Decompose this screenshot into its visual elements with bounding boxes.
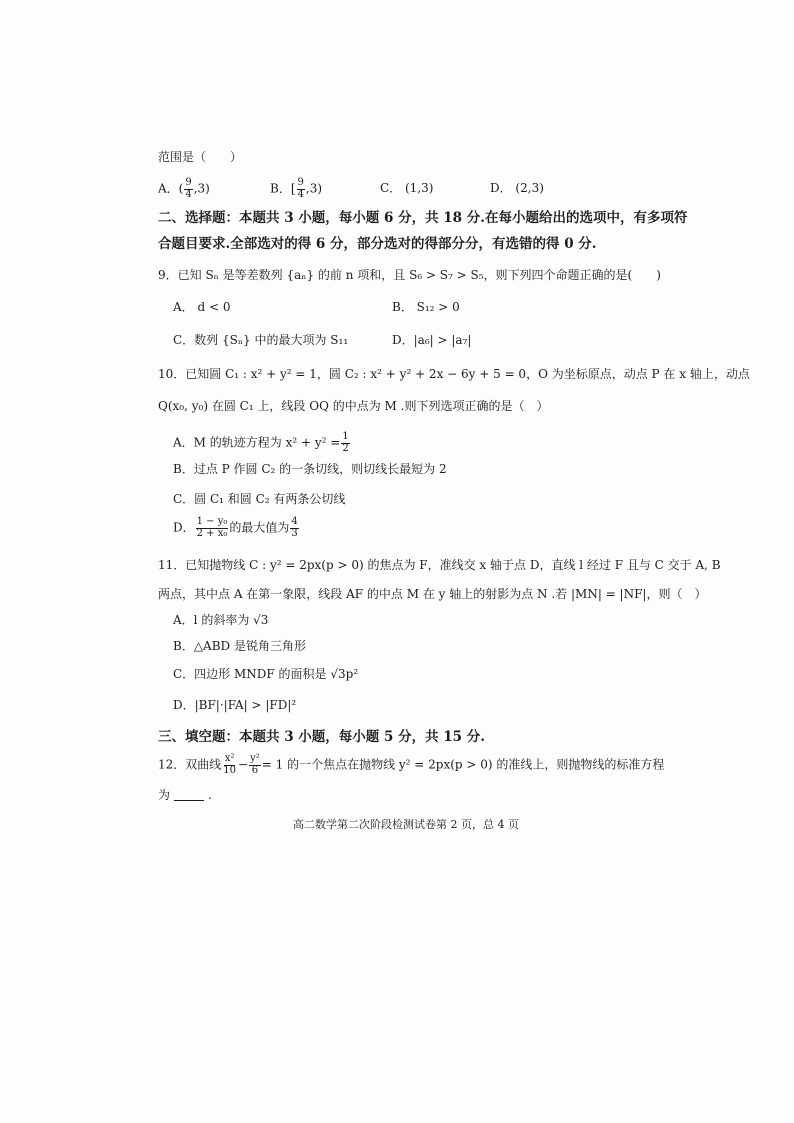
q11-stem-line1: 11．已知抛物线 C : y² = 2px(p > 0) 的焦点为 F，准线交 x 轴于点 D，直线 l 经过 F 且与 C 交于 A, B <box>158 558 721 572</box>
q8-option-a-numerator: 9 <box>185 177 192 188</box>
q11-stem-line2: 两点，其中点 A 在第一象限，线段 AF 的中点 M 在 y 轴上的射影为点 N .若 |MN| = |NF|，则（ ） <box>158 587 707 601</box>
q8-option-b-close: ,3) <box>305 181 323 196</box>
q10-option-d-value-denominator: 3 <box>291 527 298 539</box>
q12-fraction-y-denominator: 6 <box>251 764 259 776</box>
q10-option-d-mid: 的最大值为 <box>229 520 290 535</box>
q12-fraction-y-numerator: y² <box>250 753 260 764</box>
q12-prefix: 12．双曲线 <box>158 757 222 772</box>
q10-stem-line2: Q(x₀, y₀) 在圆 C₁ 上，线段 OQ 的中点为 M .则下列选项正确的是（ ） <box>158 399 549 413</box>
q10-option-d-value-numerator: 4 <box>291 516 298 527</box>
q12-fraction-y <box>249 754 261 776</box>
q8-option-b-denominator: 4 <box>297 188 304 200</box>
q12-rest: = 1 的一个焦点在抛物线 y² = 2px(p > 0) 的准线上，则抛物线的标准方程 <box>261 757 665 772</box>
q8-option-a-open: ( <box>178 181 184 196</box>
q12-stem-line2 <box>158 788 212 802</box>
q9-option-a: A． d < 0 <box>173 300 231 314</box>
answer-blank[interactable] <box>174 789 204 801</box>
q11-option-d: D．|BF|·|FA| > |FD|² <box>173 698 297 712</box>
q11-option-b: B．△ABD 是锐角三角形 <box>173 639 306 653</box>
q12-line2-prefix: 为 <box>158 788 171 802</box>
section3-heading: 三、填空题：本题共 3 小题，每小题 5 分，共 15 分. <box>158 729 485 745</box>
q8-tail: 范围是（ ） <box>158 150 243 164</box>
page-footer: 高二数学第二次阶段检测试卷第 2 页，总 4 页 <box>293 818 519 831</box>
q11-option-a: A．l 的斜率为 √3 <box>173 613 269 627</box>
q9-option-c: C．数列 {Sₙ} 中的最大项为 S₁₁ <box>173 333 349 347</box>
section2-heading-line1: 二、选择题：本题共 3 小题，每小题 6 分，共 18 分.在每小题给出的选项中，有多项符 <box>158 210 688 226</box>
q9-option-b: B． S₁₂ > 0 <box>392 300 460 314</box>
q8-option-a-label: A． <box>158 181 179 196</box>
q10-option-d-numerator: 1 − y₀ <box>196 516 228 527</box>
q10-option-d-label: D． <box>173 520 195 535</box>
q10-option-d <box>173 517 300 539</box>
q10-option-a-fraction <box>341 432 349 454</box>
section2-heading-line2: 合题目要求.全部选对的得 6 分，部分选对的得部分分，有选错的得 0 分. <box>158 236 597 252</box>
q8-option-b-open: [ <box>290 181 296 196</box>
q12-fraction-x-numerator: x² <box>224 753 235 764</box>
q10-option-d-value <box>290 517 298 539</box>
q9-stem: 9．已知 Sₙ 是等差数列 {aₙ} 的前 n 项和，且 S₆ > S₇ > S₅，则下列四个命题正确的是( ) <box>158 268 661 282</box>
q10-option-a <box>173 432 351 454</box>
q8-option-d: D． (2,3) <box>490 181 544 195</box>
q10-option-b: B．过点 P 作圆 C₂ 的一条切线，则切线长最短为 2 <box>173 462 447 476</box>
q8-option-b-label: B． <box>270 181 291 196</box>
q12-fraction-x-denominator: 10 <box>223 764 237 776</box>
q10-option-c: C．圆 C₁ 和圆 C₂ 有两条公切线 <box>173 492 346 506</box>
q8-option-b-numerator: 9 <box>297 177 304 188</box>
q8-option-a-close: ,3) <box>193 181 210 196</box>
q10-option-a-numerator: 1 <box>342 431 349 442</box>
q8-option-a <box>158 178 210 200</box>
q9-option-d: D．|a₆| > |a₇| <box>392 333 472 347</box>
q10-stem-line1: 10．已知圆 C₁ : x² + y² = 1，圆 C₂ : x² + y² + 2x − 6y + 5 = 0，O 为坐标原点，动点 P 在 x 轴上，动点 <box>158 367 750 381</box>
q10-option-a-denominator: 2 <box>342 442 349 454</box>
q10-option-d-denominator: 2 + x₀ <box>196 527 228 539</box>
q12-line2-suffix: . <box>208 788 212 802</box>
q8-option-c: C． (1,3) <box>380 181 434 195</box>
q10-option-a-text: A．M 的轨迹方程为 x² + y² = <box>173 435 341 450</box>
q8-option-b <box>270 178 322 200</box>
q8-option-a-denominator: 4 <box>185 188 192 200</box>
q12-minus: − <box>238 757 249 772</box>
q8-option-b-fraction <box>297 178 305 200</box>
q12-fraction-x <box>222 754 237 776</box>
q8-option-a-fraction <box>184 178 192 200</box>
q10-option-d-fraction <box>196 517 229 539</box>
q12-stem-line1 <box>158 754 664 776</box>
q11-option-c: C．四边形 MNDF 的面积是 √3p² <box>173 667 359 681</box>
